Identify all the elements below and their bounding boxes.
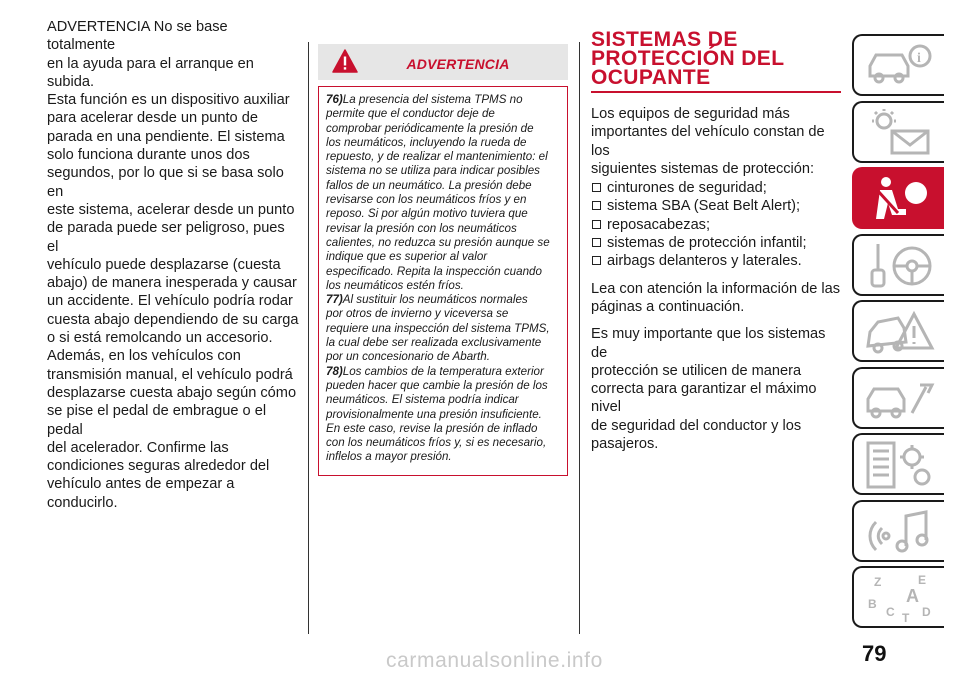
svg-text:i: i [917,51,921,66]
paragraph-line: se pise el pedal de embrague o el pedal [47,403,267,438]
tab-emergency[interactable] [852,300,944,362]
note-line: con los neumáticos fríos y, si es necesario, [326,436,547,450]
note-line: permite que el conductor deje de [326,107,495,121]
index-letter: C [886,605,895,619]
note-line: comprobar periódicamente la presión de [326,121,534,135]
checkbox-bullet-icon [592,201,601,210]
paragraph-line: Esta función es un dispositivo auxiliar [47,92,290,109]
note-number: 78) [326,364,343,378]
index-letter: E [918,573,927,587]
paragraph-line: vehículo antes de empezar a [47,476,235,493]
list-item: reposacabezas; [591,216,841,234]
index-letter: Z [874,575,882,589]
tab-index[interactable] [852,566,944,628]
note-line: fallos de un neumático. La presión debe [326,178,532,192]
paragraph-line: para acelerar desde un punto de [47,110,258,127]
note-number: 76) [326,93,343,106]
index-letter: A [906,586,919,606]
protection-systems-list [591,179,841,270]
note-line: neumáticos. El sistema podría indicar [326,393,519,407]
warning-title: ADVERTENCIA [406,56,510,72]
note-line: especificado. Repita la inspección cuando [326,264,542,278]
paragraph-line: ADVERTENCIA No se base totalmente [47,19,228,54]
paragraph-line: condiciones seguras alrededor del [47,458,270,475]
tab-maintenance[interactable] [852,367,944,429]
warning-header [318,44,568,80]
paragraph-line: cuesta abajo dependiendo de su carga [47,311,299,328]
warning-lights-envelope-icon [862,107,938,159]
paragraph-line: parada en una pendiente. El sistema [47,128,285,145]
intro-paragraph: Los equipos de seguridad más importantes del vehículo constan de los siguientes sistemas de protección: [591,106,825,177]
note-number: 77) [326,293,343,307]
note-line: requiere una inspección del sistema TPMS, [326,321,550,335]
note-line: provisionalmente una presión insuficiente. [326,407,542,421]
note-line: calientes, no reduzca su presión aunque se [326,235,550,249]
note-line: por un concesionario de Abarth. [326,350,490,364]
paragraph-line: o si está remolcando un accesorio. [47,330,273,347]
page-number: 79 [862,641,887,666]
key-steering-wheel-icon [862,240,938,292]
note-line: los neumáticos, incluyendo la rueda de [326,135,527,149]
section-title: SISTEMAS DE PROTECCIÓN DEL OCUPANTE [591,30,841,93]
note-line: reposo. Si por algún motivo tuviera que [326,207,528,221]
list-item: airbags delanteros y laterales. [591,252,841,270]
paragraph-line: transmisión manual, el vehículo podrá [47,366,293,383]
note-line: repuesto, y de realizar el mantenimiento: el [326,150,548,164]
note-line: la cual debe ser realizada exclusivamente [326,336,542,350]
chapter-tabs [852,34,944,633]
car-info-icon [862,40,938,92]
warning-box [318,44,568,476]
note-line: indique que es superior al valor [326,250,488,264]
paragraph-line: conducirlo. [47,494,118,511]
alphabet-index-icon [862,572,938,624]
paragraph-line: este sistema, acelerar desde un punto [47,201,295,218]
multimedia-music-icon [862,506,938,558]
car-crash-warning-icon [862,306,938,358]
note-line: los neumáticos estén fríos. [326,278,464,292]
paragraph-line: solo funciona durante unos dos [47,147,250,164]
note-line: 78)Los cambios de la temperatura exterior [326,364,544,378]
paragraph-line: segundos, por lo que si se basa solo en [47,165,284,200]
checkbox-bullet-icon [592,183,601,192]
column-divider [579,42,580,634]
note-line: En este caso, revise la presión de inflado [326,421,538,435]
note-line: revisarse con los neumáticos fríos y en [326,193,527,207]
tab-key-steering[interactable] [852,234,944,296]
list-item: sistema SBA (Seat Belt Alert); [591,197,841,215]
tab-warning-lights[interactable] [852,101,944,163]
note-line: pueden hacer que cambie la presión de los [326,378,548,392]
note-line: por otros de invierno y viceversa se [326,307,509,321]
paragraph: Lea con atención la información de las páginas a continuación. [591,280,841,315]
list-item: cinturones de seguridad; [591,179,841,197]
car-wrench-icon [862,373,938,425]
checkbox-bullet-icon [592,238,601,247]
column-divider [308,42,309,634]
paragraph-line: Además, en los vehículos con [47,348,241,365]
tab-multimedia[interactable] [852,500,944,562]
note-line: inflelos a mayor presión. [326,450,452,464]
note-line: revisar la presión con los neumáticos [326,221,517,235]
paragraph-line: abajo) de manera inesperada y causar [47,275,297,292]
right-column [591,30,841,453]
list-gears-icon [862,439,938,491]
paragraph-line: vehículo puede desplazarse (cuesta [47,256,281,273]
note-line: 76)La presencia del sistema TPMS no [326,93,523,106]
index-letter: D [922,605,931,619]
paragraph-line: desplazarse cuesta abajo según cómo [47,384,297,401]
left-column-text [47,18,299,512]
seat-belt-airbag-icon [862,173,938,225]
list-item: sistemas de protección infantil; [591,234,841,252]
watermark: carmanualsonline.info [386,649,603,672]
paragraph-line: de parada puede ser peligroso, pues el [47,220,285,255]
tab-safety[interactable] [852,167,944,229]
checkbox-bullet-icon [592,220,601,229]
index-letter: B [868,597,877,611]
paragraph-line: del acelerador. Confirme las [47,439,229,456]
tab-car-info[interactable] [852,34,944,96]
index-letter: T [902,611,910,624]
note-line: 77)Al sustituir los neumáticos normales [326,293,528,307]
paragraph-line: un accidente. El vehículo podría rodar [47,293,293,310]
note-line: sistema no se utiliza para indicar posibles [326,164,540,178]
paragraph: Es muy importante que los sistemas de protección se utilicen de manera correcta para garantizar el máximo nivel de seguridad del conductor y los pasajeros. [591,326,826,453]
warning-body [318,86,568,476]
paragraph-line: en la ayuda para el arranque en subida. [47,55,254,90]
tab-technical-data[interactable] [852,433,944,495]
checkbox-bullet-icon [592,256,601,265]
